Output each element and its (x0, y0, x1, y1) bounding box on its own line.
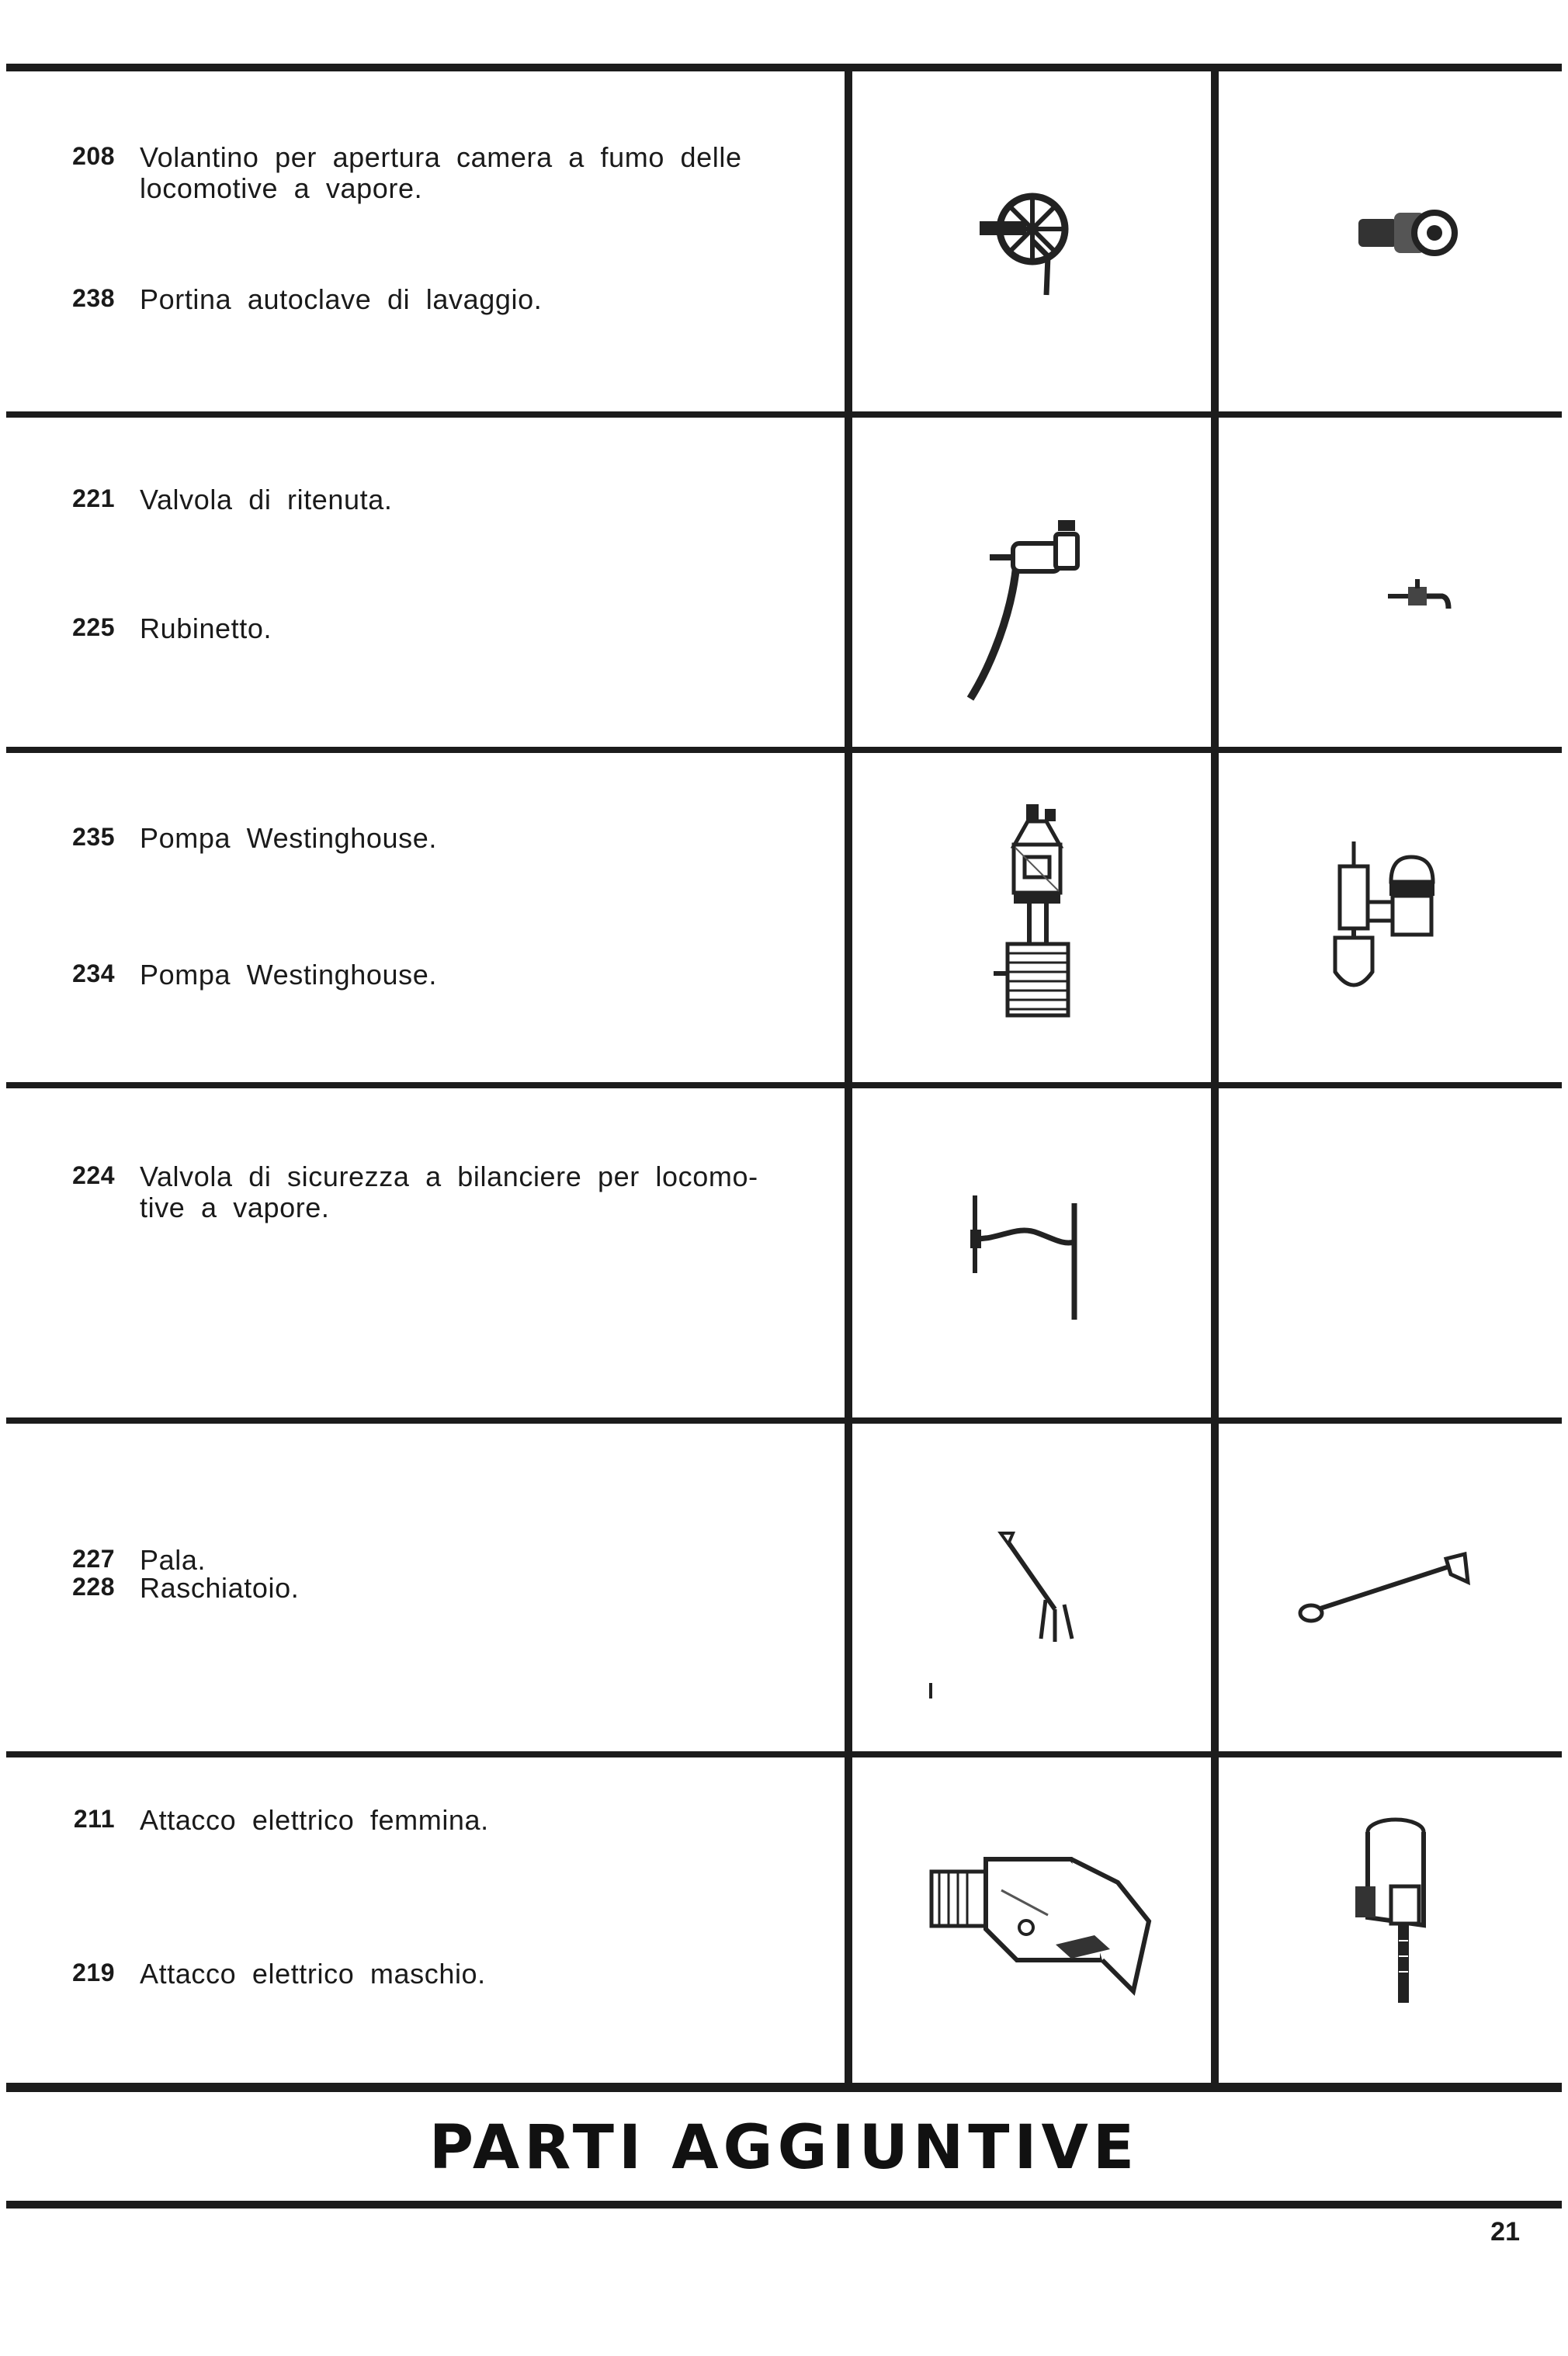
check-valve-illustration (959, 512, 1114, 706)
washout-door-illustration (1351, 202, 1459, 264)
part-number: 235 (72, 823, 115, 851)
handwheel-illustration (955, 155, 1110, 311)
westinghouse-pump-234-illustration (1324, 835, 1448, 1006)
rule-title-bottom (6, 2201, 1562, 2209)
rule-row-4 (6, 1417, 1562, 1424)
part-description: Attacco elettrico maschio. (140, 1958, 486, 1990)
rule-row-3 (6, 1082, 1562, 1088)
part-number: 225 (72, 613, 115, 641)
part-number: 228 (72, 1573, 115, 1601)
male-connector-illustration (1340, 1809, 1448, 2011)
westinghouse-pump-235-illustration (983, 800, 1091, 1025)
part-number: 234 (72, 959, 115, 987)
rule-table-bottom (6, 2083, 1562, 2092)
scraper-illustration (1292, 1546, 1479, 1632)
part-description: Pompa Westinghouse. (140, 822, 437, 854)
part-description: Attacco elettrico femmina. (140, 1804, 489, 1836)
page-number: 21 (1490, 2217, 1520, 2247)
part-description: Valvola di sicurezza a bilanciere per locomo- tive a vapore. (140, 1161, 758, 1223)
safety-valve-illustration (963, 1188, 1087, 1327)
part-description: Valvola di ritenuta. (140, 484, 393, 515)
shovel-illustration (990, 1525, 1083, 1650)
tap-illustration (1385, 574, 1455, 621)
part-description: Raschiatoio. (140, 1572, 300, 1604)
rule-row-5 (6, 1751, 1562, 1757)
part-number: 211 (73, 1805, 115, 1833)
rule-row-2 (6, 747, 1562, 753)
part-number: 224 (72, 1161, 115, 1189)
part-description: Rubinetto. (140, 612, 272, 644)
part-number: 219 (72, 1959, 115, 1986)
column-divider-1 (845, 64, 852, 2092)
section-title: PARTI AGGIUNTIVE (428, 2113, 1140, 2183)
part-description: Pala. (140, 1544, 206, 1576)
column-divider-2 (1211, 64, 1219, 2092)
part-description: Pompa Westinghouse. (140, 959, 437, 991)
part-number: 221 (72, 484, 115, 512)
female-connector-illustration (916, 1828, 1157, 2014)
part-number: 208 (72, 142, 115, 170)
part-description: Volantino per apertura camera a fumo delle locomotive a vapore. (140, 141, 742, 204)
part-description: Portina autoclave di lavaggio. (140, 283, 543, 315)
stray-mark (927, 1681, 935, 1702)
rule-top (6, 64, 1562, 71)
part-number: 238 (72, 284, 115, 312)
rule-row-1 (6, 411, 1562, 418)
part-number: 227 (72, 1545, 115, 1573)
